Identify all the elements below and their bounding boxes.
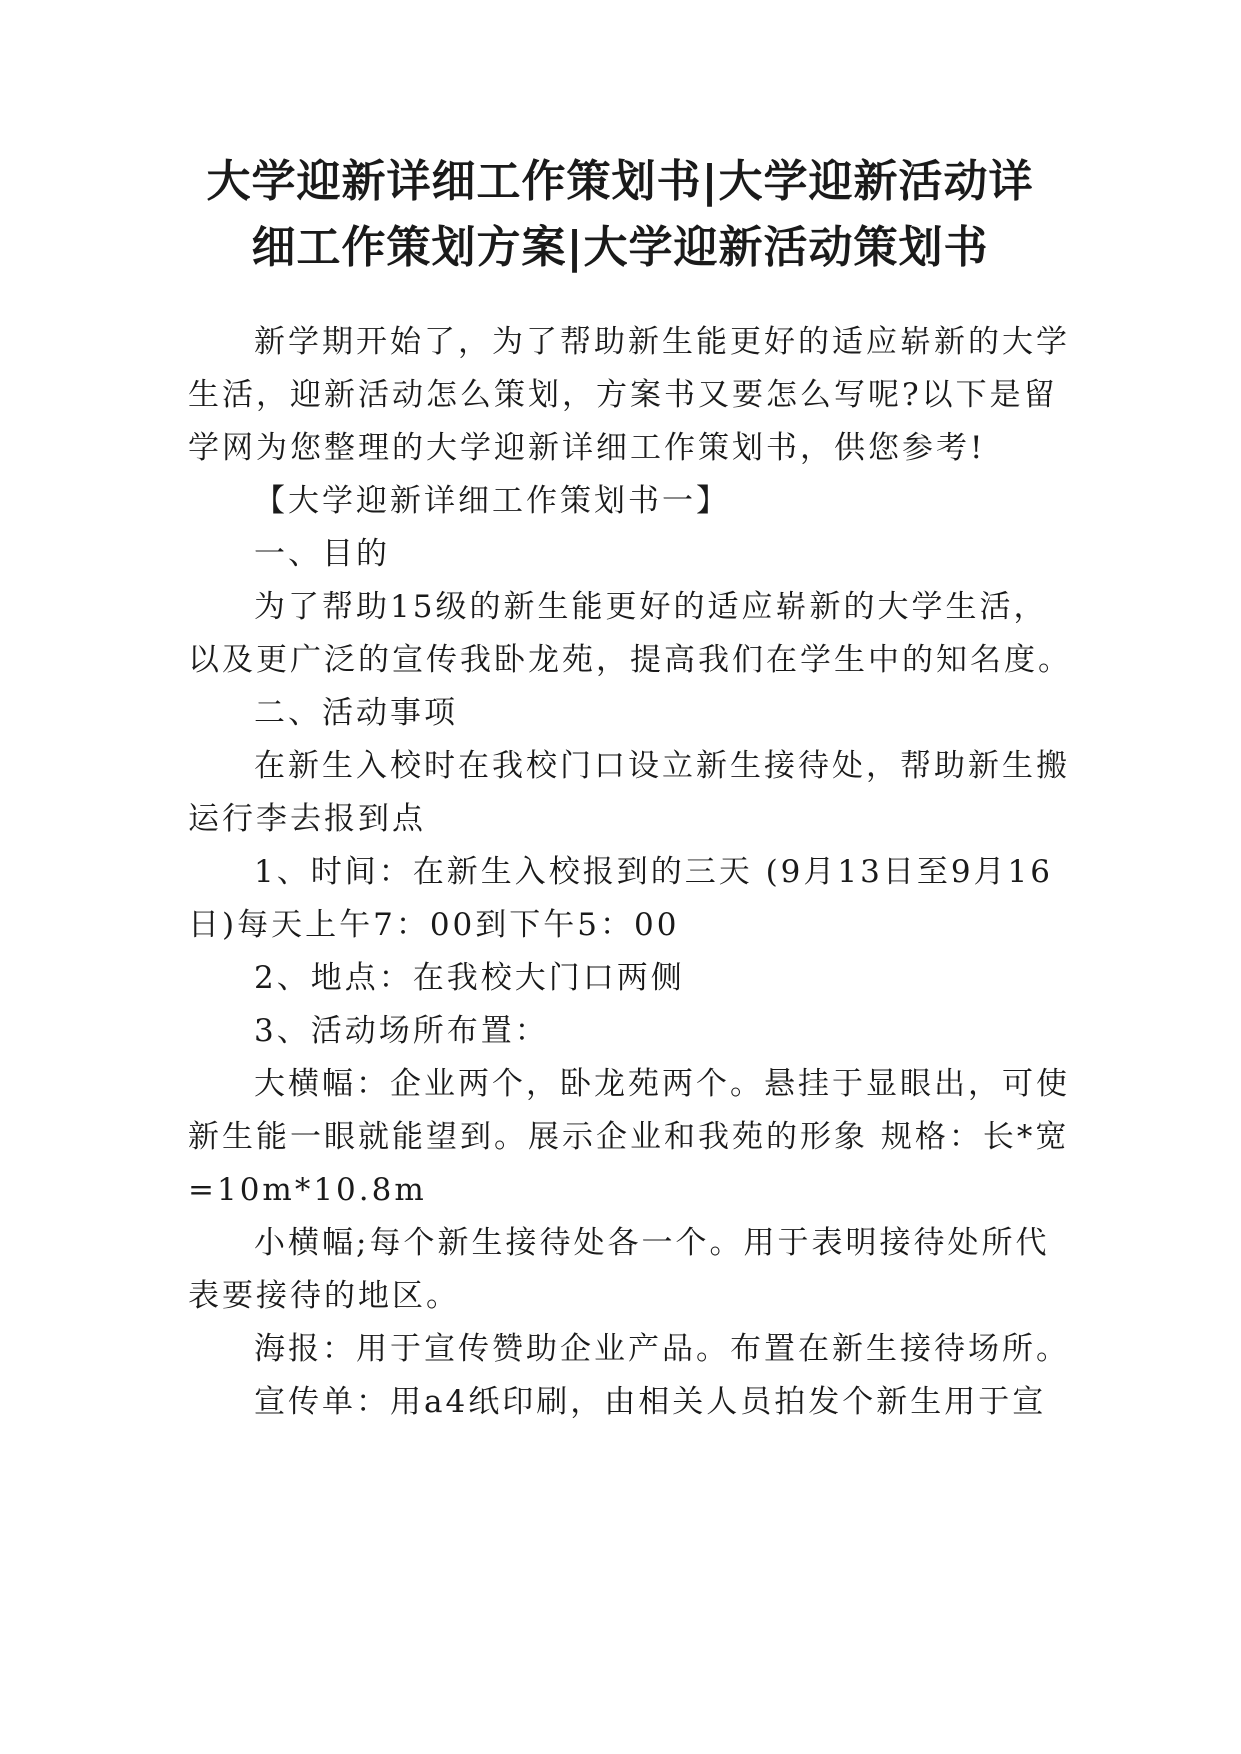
paragraph-line: 1、时间：在新生入校报到的三天 (9月13日至9月16 [254, 854, 1054, 890]
paragraph-line: 学网为您整理的大学迎新详细工作策划书，供您参考! [188, 430, 986, 466]
paragraph-line: 为了帮助15级的新生能更好的适应崭新的大学生活， [254, 589, 1048, 625]
paragraph-line: 大横幅：企业两个，卧龙苑两个。悬挂于显眼出，可使 [254, 1066, 1070, 1102]
paragraph-line: 新生能一眼就能望到。展示企业和我苑的形象 规格：长*宽 [188, 1119, 1070, 1155]
paragraph-line: 生活，迎新活动怎么策划，方案书又要怎么写呢?以下是留 [188, 377, 1058, 413]
paragraph-line: 以及更广泛的宣传我卧龙苑，提高我们在学生中的知名度。 [188, 642, 1072, 678]
paragraph-line: 运行李去报到点 [188, 801, 426, 837]
section-heading: 二、活动事项 [254, 695, 458, 731]
paragraph-line: 小横幅;每个新生接待处各一个。用于表明接待处所代 [254, 1225, 1050, 1261]
paragraph-line: 3、活动场所布置： [254, 1013, 549, 1049]
document-title-line-1: 大学迎新详细工作策划书|大学迎新活动详 [206, 156, 1034, 207]
section-heading: 一、目的 [254, 536, 390, 572]
paragraph-line: 宣传单：用a4纸印刷，由相关人员拍发个新生用于宣 [254, 1384, 1047, 1420]
paragraph-line: 表要接待的地区。 [188, 1278, 460, 1314]
paragraph-line: =10m*10.8m [188, 1172, 427, 1208]
paragraph-line: 日)每天上午7：00到下午5：00 [188, 907, 680, 943]
paragraph-line: 在新生入校时在我校门口设立新生接待处，帮助新生搬 [254, 748, 1070, 784]
document-title-line-2: 细工作策划方案|大学迎新活动策划书 [251, 222, 989, 273]
paragraph-line: 海报：用于宣传赞助企业产品。布置在新生接待场所。 [254, 1331, 1070, 1367]
section-heading: 【大学迎新详细工作策划书一】 [254, 483, 730, 519]
paragraph-line: 新学期开始了，为了帮助新生能更好的适应崭新的大学 [254, 324, 1070, 360]
paragraph-line: 2、地点：在我校大门口两侧 [254, 960, 685, 996]
